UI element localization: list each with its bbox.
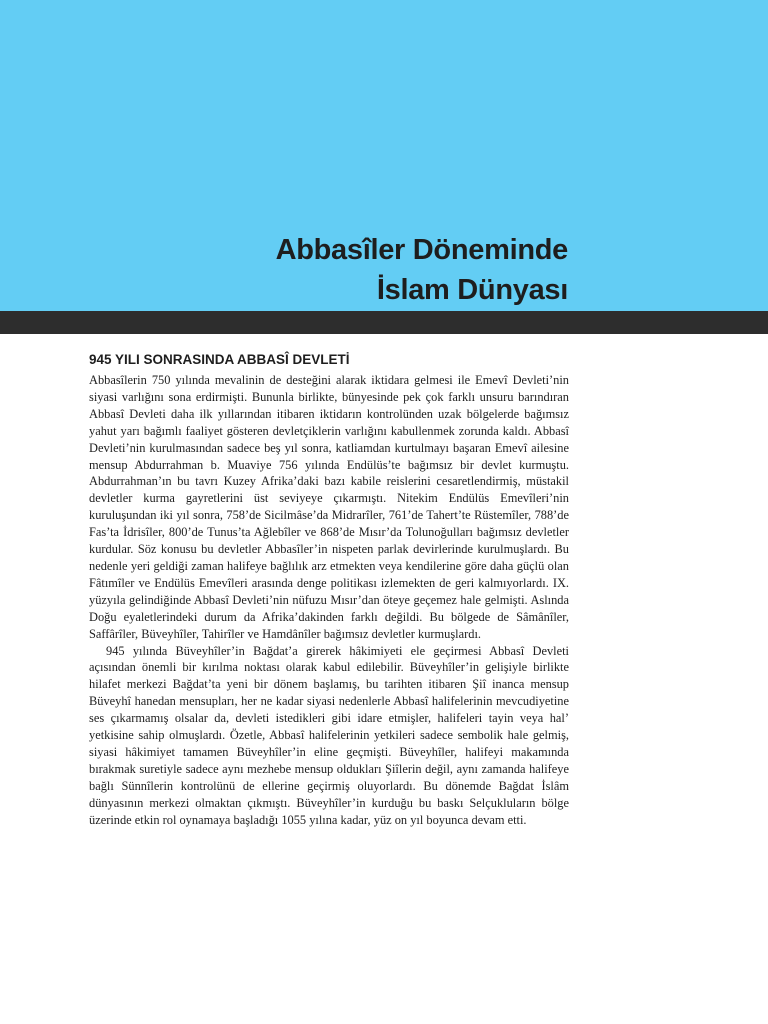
body-paragraph-1: Abbasîlerin 750 yılında mevalinin de desteğini alarak iktidara gelmesi ile Emevî Devleti’nin siyasi varlığını sona erdirmişti. Bununla birlikte, bünyesinde pek çok farklı unsuru barındıran Abbasî Devleti daha ilk yıllarından itibaren iktidarın kontrolünden uzak bölgelerde bağımsız yahut yarı bağımlı faaliyet gösteren devletçiklerin varlığını kabullenmek zorunda kaldı. Abbasî Devleti’nin kurulmasından sadece beş yıl sonra, katliamdan kurtulmayı başaran Emevî ailesine mensup Abdurrahman b. Muaviye 756 yılında Endülüs’te bağımsız bir devlet kurmuştu. Abdurrahman’ın bu tavrı Kuzey Afrika’daki bazı kabile reislerini cesaretlendirmiş, müstakil devletler kurma gayretlerini üst seviyeye çıkarmıştı. Nitekim Endülüs Emevîleri’nin kuruluşundan iki yıl sonra, 758’de Sicilmâse’da Midrarîler, 761’de Tahert’te Rüstemîler, 788’de Fas’ta İdrisîler, 800’de Tunus’ta Ağlebîler ve 868’de Mısır’da Tolunoğulları bağımsız devletler kurdular. Söz konusu bu devletler Abbasîler’in nispeten parlak devirlerinde kurulmuşlardı. Bu nedenle yeri geldiği zaman halifeye bağlılık arz etmekten veya kendilerine göre daha güçlü olan Fâtımîler ve Endülüs Emevîleri arasında denge politikası izlemekten de geri kalmıyorlardı. IX. yüzyıla gelindiğinde Abbasî Devleti’nin nüfuzu Mısır’dan öteye geçemez hale gelmişti. Aslında Doğu eyaletlerindeki durum da Afrika’dakinden farklı değildi. Bu bölgede de Sâmânîler, Saffârîler, Büveyhîler, Tahirîler ve Hamdânîler bağımsız devletler kurmuşlardı. bbox=[89, 373, 569, 641]
header-banner bbox=[0, 0, 768, 311]
section-content bbox=[89, 350, 569, 828]
chapter-title-line-2: İslam Dünyası bbox=[376, 274, 568, 306]
chapter-title bbox=[276, 230, 568, 310]
header-divider-bar bbox=[0, 311, 768, 334]
body-paragraph-2: 945 yılında Büveyhîler’in Bağdat’a girerek hâkimiyeti ele geçirmesi Abbasî Devleti açısından önemli bir kırılma noktası olarak kabul edilebilir. Büveyhîler’in gelişiyle birlikte hilafet merkezi Bağdat’ta yeni bir dönem başlamış, bu tarihten itibaren Şiî inanca mensup Büveyhî hanedan mensupları, her ne kadar siyasi nedenlerle Abbasî halifelerinin mevcudiyetine ses çıkarmamış olsalar da, devleti istedikleri gibi idare etmişler, halifeleri tayin veya hal’ yetkisine sahip olmuşlardı. Özetle, Abbasî halifelerinin yetkileri sadece sembolik hale gelmiş, siyasi hâkimiyet tamamen Büveyhîler’in eline geçmişti. Büveyhîler, halifeyi makamında bırakmak suretiyle sadece aynı mezhebe mensup oldukları Şiîlerin değil, aynı zamanda halifeye bağlı Sünnîlerin kontrolünü de ellerine geçirmiş oluyorlardı. Bu dönemde Bağdat İslâm dünyasının merkezi olmaktan çıkmıştı. Büveyhîler’in kurduğu bu baskı Selçukluların bölge üzerinde etkin rol oynamaya başladığı 1055 yılına kadar, yüz on yıl boyunca devam etti. bbox=[89, 643, 569, 827]
chapter-title-line-1: Abbasîler Döneminde bbox=[275, 234, 568, 266]
section-heading: 945 YILI SONRASINDA ABBASÎ DEVLETİ bbox=[89, 352, 350, 367]
